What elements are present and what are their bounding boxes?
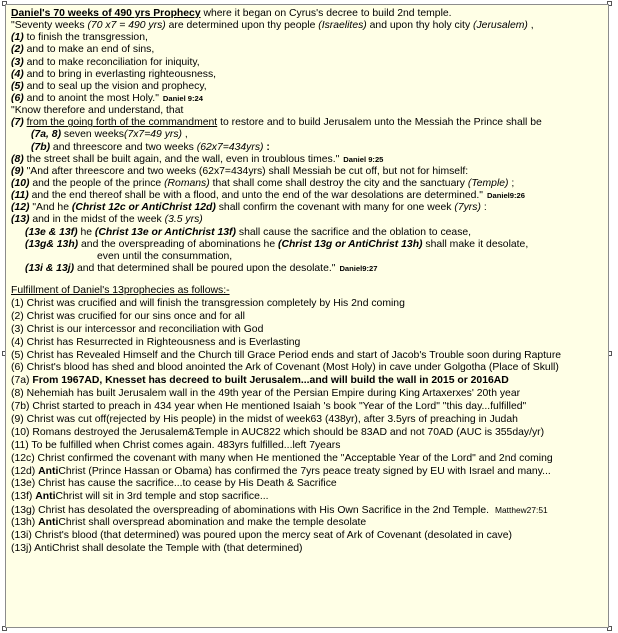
verse-line: (8) the street shall be built again, and the wall, even in troublous times." Daniel 9:25 — [11, 153, 384, 165]
fulfillment-item: (11) To be fulfilled when Christ comes again. 483yrs fulfilled...left 7years — [11, 439, 341, 451]
verse-line: (12) "And he (Christ 12c or AntiChrist 12d) shall confirm the covenant with many for one week (7yrs) : — [11, 202, 487, 214]
verse-line: (7b) and threescore and two weeks (62x7=434yrs) : — [31, 141, 270, 153]
verse-line: (5) and to seal up the vision and prophecy, — [11, 80, 207, 92]
fulfillment-item: (9) Christ was cut off(rejected by His people) in the midst of week63 (438yr), after 3.5yrs of preaching in Judah — [11, 414, 518, 425]
verse-line: even until the consummation, — [97, 250, 233, 262]
fulfillment-item: (7b) Christ started to preach in 434 year when He mentioned Isaiah 's book "Year of the Lord" "this day...fulfilled" — [11, 401, 527, 413]
fulfillment-item: (12d) AntiChrist (Prince Hassan or Obama) has confirmed the 7yrs peace treaty signed by EU with Israel and many... — [11, 465, 551, 477]
text-box[interactable] — [5, 4, 609, 628]
title-line: Daniel's 70 weeks of 490 yrs Prophecy where it began on Cyrus's decree to build 2nd temple. — [11, 8, 452, 19]
verse-line: (11) and the end thereof shall be with a flood, and unto the end of the war desolations are determined." Daniel9:26 — [11, 190, 525, 202]
verse-reference: Daniel 9:24 — [162, 93, 203, 103]
verse-line: (2) and to make an end of sins, — [11, 44, 155, 56]
verse-line: (7) from the going forth of the commandment to restore and to build Jerusalem unto the Messiah the Prince shall be — [11, 117, 542, 129]
verse-line: (6) and to anoint the most Holy." Daniel 9:24 — [11, 92, 203, 104]
verse-line: (13i & 13j) and that determined shall be poured upon the desolate." Daniel9:27 — [25, 262, 378, 274]
fulfillment-item: (1) Christ was crucified and will finish the transgression completely by His 2nd coming — [11, 297, 405, 309]
fulfillment-item: (4) Christ has Resurrected in Righteousness and is Everlasting — [11, 336, 301, 348]
verse-line: (13) and in the midst of the week (3.5 yrs) — [11, 214, 203, 226]
fulfillment-item: (8) Nehemiah has built Jerusalem wall in the 49th year of the Persian Empire during King Artaxerxes' 20th year — [11, 388, 521, 400]
fulfillment-item: (6) Christ's blood has shed and blood anointed the Ark of Covenant (Most Holy) in cave under Golgotha (Place of Skull) — [11, 362, 559, 374]
verse-line: (4) and to bring in everlasting righteousness, — [11, 68, 217, 80]
verse-line: (9) "And after threescore and two weeks (62x7=434yrs) shall Messiah be cut off, but not for himself: — [11, 165, 469, 177]
page-title: Daniel's 70 weeks of 490 yrs Prophecy — [11, 8, 201, 19]
verse-line: (3) and to make reconciliation for iniquity, — [11, 56, 200, 68]
verse-line: (7a, 8) seven weeks(7x7=49 yrs) , — [31, 129, 188, 141]
fulfillment-item: (13f) AntiChrist will sit in 3rd temple and stop sacrifice... — [11, 491, 269, 503]
fulfillment-item: (13h) AntiChrist shall overspread abomination and make the temple desolate — [11, 517, 367, 529]
verse-line: (13g& 13h) and the overspreading of abominations he (Christ 13g or AntiChrist 13h) shall make it desolate, — [25, 238, 529, 250]
fulfillment-item: (13i) Christ's blood (that determined) was poured upon the mercy seat of Ark of Covenant (desolated in cave) — [11, 530, 512, 542]
fulfillment-item: (12c) Christ confirmed the covenant with many when He mentioned the "Acceptable Year of the Lord" and 2nd coming — [11, 452, 553, 464]
fulfillment-item: (7a) From 1967AD, Knesset has decreed to built Jerusalem...and will build the wall in 2015 or 2016AD — [11, 375, 509, 387]
fulfillment-section — [11, 285, 604, 556]
fulfillment-item: (2) Christ was crucified for our sins once and for all — [11, 310, 245, 322]
verse-line: (10) and the people of the prince (Romans) that shall come shall destroy the city and the sanctuary (Temple) ; — [11, 177, 515, 189]
fulfillment-item: (13j) AntiChrist shall desolate the Temple with (that determined) — [11, 542, 303, 554]
section-heading: Fulfillment of Daniel's 13prophecies as follows:- — [11, 285, 230, 297]
verse-line: "Know therefore and understand, that — [11, 105, 184, 117]
fulfillment-item: (13g) Christ has desolated the overspreading of abominations with His Own Sacrifice in the 2nd Temple. Matthew27:51 — [11, 505, 548, 517]
prophecy-section — [11, 8, 604, 275]
verse-line: (1) to finish the transgression, — [11, 32, 148, 44]
fulfillment-item: (5) Christ has Revealed Himself and the Church till Grace Period ends and start of Jacob's Trouble soon during Rapture — [11, 349, 562, 361]
verse-reference: Matthew27:51 — [495, 505, 548, 516]
fulfillment-item: (3) Christ is our intercessor and reconciliation with God — [11, 323, 264, 335]
fulfillment-item: (13e) Christ has cause the sacrifice...to cease by His Death & Sacrifice — [11, 478, 337, 490]
verse-reference: Daniel 9:25 — [343, 154, 384, 164]
verse-reference: Daniel9:26 — [486, 191, 525, 201]
fulfillment-item: (10) Romans destroyed the Jerusalem&Temple in AUC822 which should be 83AD and not 70AD (AUC is 355day/yr) — [11, 426, 545, 438]
verse-line: "Seventy weeks (70 x7 = 490 yrs) are determined upon thy people (Israelites) and upon thy holy city (Jerusalem) , — [11, 20, 534, 32]
verse-line: (13e & 13f) he (Christ 13e or AntiChrist 13f) shall cause the sacrifice and the oblation to cease, — [25, 226, 472, 238]
verse-reference: Daniel9:27 — [339, 263, 378, 273]
